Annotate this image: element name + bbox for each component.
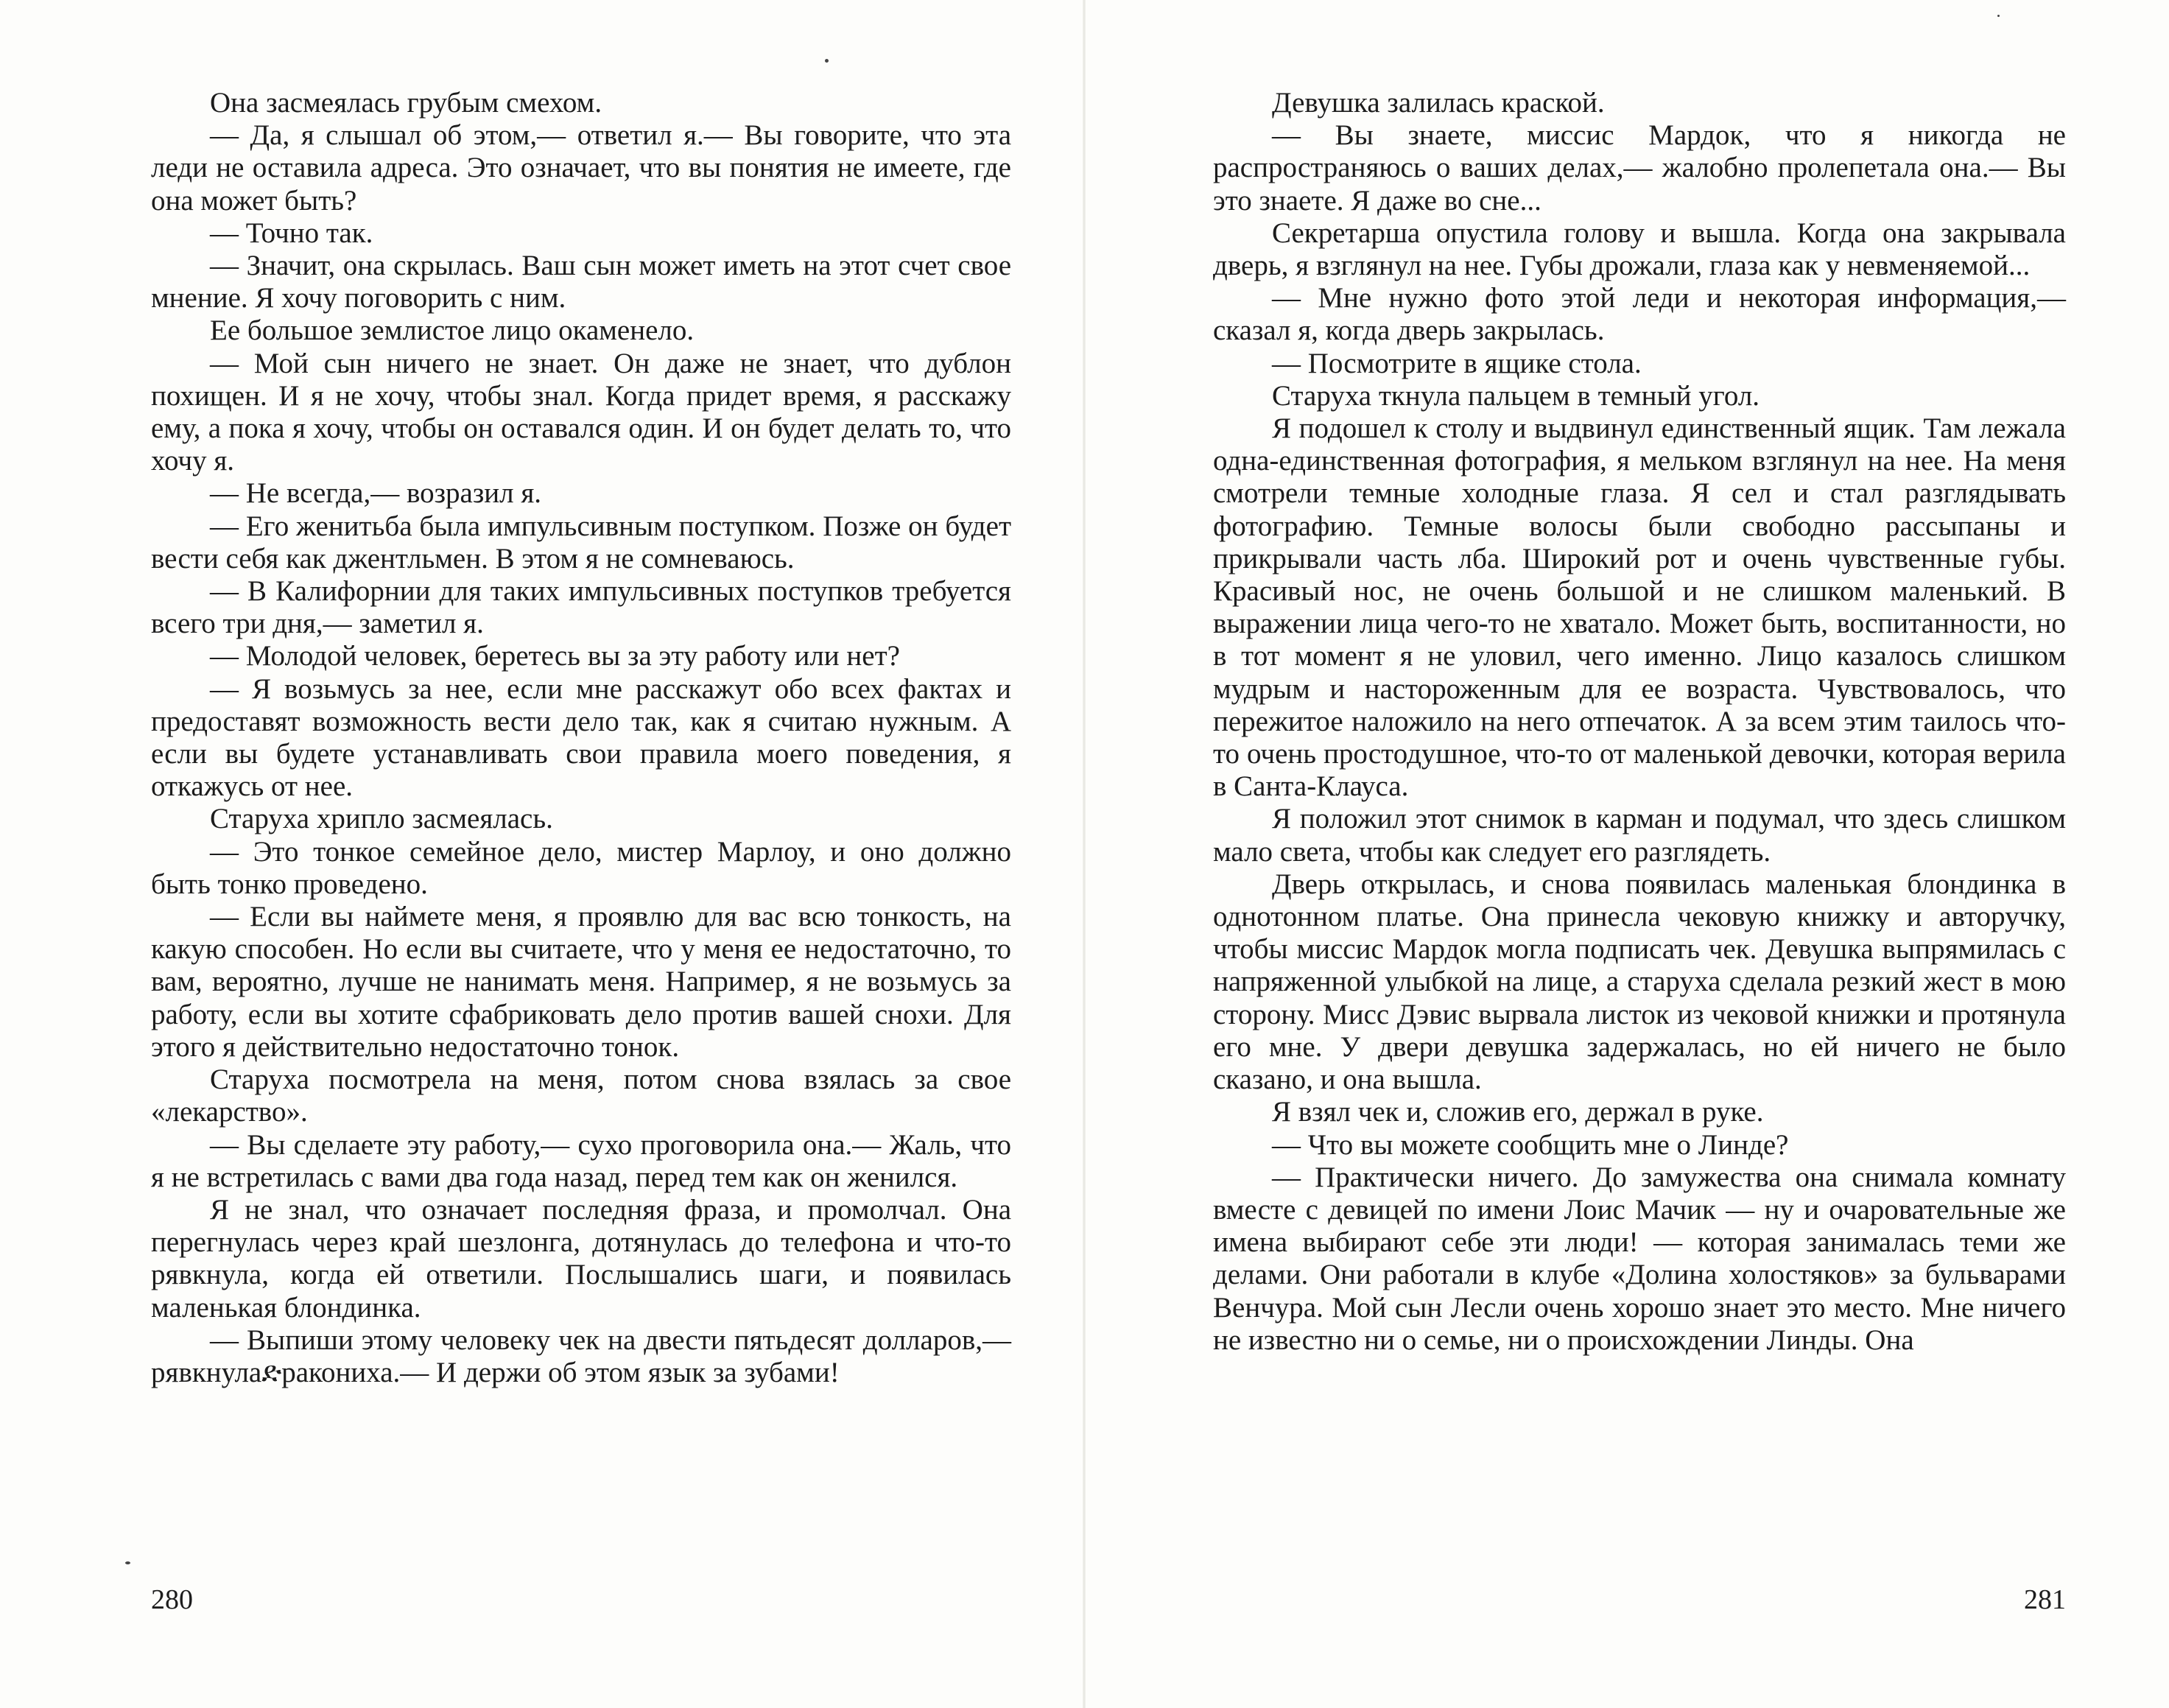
paragraph: Старуха хрипло засмеялась.	[210, 803, 553, 835]
paragraph: — Его женитьба была импульсивным поступком. Позже он будет вести себя как джентльмен. В этом я не сомневаюсь.	[151, 510, 1011, 574]
paragraph: Дверь открылась, и снова появилась маленькая блондинка в однотонном платье. Она принесла чековую книжку и авторучку, чтобы миссис Мардок могла подписать чек. Девушка выпрямилась с напряженной улыбкой на лице, а старуха сделала резкий жест в мою сторону. Мисс Дэвис вырвала листок из чековой книжки и протянула его мне. У двери девушка задержалась, но ей ничего не было сказано, и она вышла.	[1213, 868, 2066, 1096]
paragraph: Ее большое землистое лицо окаменело.	[210, 314, 695, 347]
left-page	[0, 0, 1084, 1708]
paragraph: — Практически ничего. До замужества она снимала комнату вместе с девицей по имени Лоис Мачик — ну и очаровательные же имена выбирают себе эти люди! — которая занималась теми же делами. Они работали в клубе «Долина холостяков» за бульварами Венчура. Мой сын Лесли очень хорошо знает это место. Мне ничего не известно ни о семье, ни о происхождении Линды. Она	[1213, 1161, 2066, 1356]
paragraph: Я положил этот снимок в карман и подумал, что здесь слишком мало света, чтобы как следует его разглядеть.	[1213, 803, 2066, 868]
paragraph: Старуха посмотрела на меня, потом снова взялась за свое «лекарство».	[151, 1064, 1011, 1128]
paragraph: — Да, я слышал об этом,— ответил я.— Вы говорите, что эта леди не оставила адреса. Это означает, что вы понятия не имеете, где она может быть?	[151, 119, 1011, 217]
print-speck	[1997, 15, 2000, 17]
paragraph: — Не всегда,— возразил я.	[210, 477, 542, 510]
paragraph: — Посмотрите в ящике стола.	[1272, 347, 1642, 379]
page-number: 280	[151, 1584, 193, 1615]
paragraph: — Что вы можете сообщить мне о Линде?	[1272, 1128, 1789, 1161]
paragraph: — Значит, она скрылась. Ваш сын может иметь на этот счет свое мнение. Я хочу поговорить с ним.	[151, 250, 1011, 314]
paragraph: — Я возьмусь за нее, если мне расскажут обо всех фактах и предоставят возможность вести дело так, как я считаю нужным. А если вы будете устанавливать свои правила моего поведения, я откажусь от нее.	[151, 672, 1011, 803]
paragraph: — Вы сделаете эту работу,— сухо проговорила она.— Жаль, что я не встретилась с вами два года назад, перед тем как он женился.	[151, 1128, 1011, 1193]
paragraph: — Это тонкое семейное дело, мистер Марлоу, и оно должно быть тонко проведено.	[151, 835, 1011, 900]
paragraph: Я взял чек и, сложив его, держал в руке.	[1272, 1096, 1764, 1128]
paragraph: Я подошел к столу и выдвинул единственный ящик. Там лежала одна-единственная фотография, я мельком взглянул на нее. На меня смотрели темные холодные глаза. Я сел и стал разглядывать фотографию. Темные волосы были свободно рассыпаны и прикрывали часть лба. Широкий рот и очень чувственные губы. Красивый нос, не очень большой и не слишком маленький. В выражении лица чего-то не хватало. Может быть, воспитанности, но в тот момент я не уловил, чего именно. Лицо казалось слишком мудрым и настороженным для ее возраста. Чувствовалось, что пережитое наложило на него отпечаток. А за всем этим таилось что-то очень простодушное, что-то от маленькой девочки, которая верила в Санта-Клауса.	[1213, 412, 2066, 803]
paragraph: — Выпиши этому человеку чек на двести пятьдесят долларов,— рявкнулаድракониха.— И держи об этом язык за зубами!	[151, 1324, 1011, 1388]
right-page	[1084, 0, 2169, 1708]
paragraph: — Мне нужно фото этой леди и некоторая информация,— сказал я, когда дверь закрылась.	[1213, 282, 2066, 347]
right-page-text	[1213, 87, 2066, 1357]
paragraph: — Мой сын ничего не знает. Он даже не знает, что дублон похищен. И я не хочу, чтобы знал. Когда придет время, я расскажу ему, а пока я хочу, чтобы он оставался один. И он будет делать то, что хочу я.	[151, 347, 1011, 477]
paragraph: Секретарша опустила голову и вышла. Когда она закрывала дверь, я взглянул на нее. Губы дрожали, глаза как у невменяемой...	[1213, 217, 2066, 282]
print-speck	[125, 1561, 130, 1564]
paragraph: — Если вы наймете меня, я проявлю для вас всю тонкость, на какую способен. Но если вы считаете, что у меня ее недостаточно, то вам, вероятно, лучше не нанимать меня. Например, я не возьмусь за работу, если вы хотите сфабриковать дело против вашей снохи. Для этого я действительно недостаточно тонок.	[151, 901, 1011, 1063]
print-speck	[825, 59, 829, 63]
left-page-text	[151, 87, 1011, 1389]
paragraph: Старуха ткнула пальцем в темный угол.	[1272, 379, 1760, 412]
paragraph: — Молодой человек, беретесь вы за эту работу или нет?	[210, 640, 900, 672]
paragraph: Она засмеялась грубым смехом.	[210, 87, 602, 119]
paragraph: — В Калифорнии для таких импульсивных поступков требуется всего три дня,— заметил я.	[151, 575, 1011, 640]
page-number: 281	[2024, 1584, 2066, 1615]
paragraph: — Точно так.	[210, 217, 373, 249]
paragraph: Девушка залилась краской.	[1272, 87, 1605, 119]
paragraph: — Вы знаете, миссис Мардок, что я никогда не распространяюсь о ваших делах,— жалобно пролепетала она.— Вы это знаете. Я даже во сне...	[1213, 119, 2066, 217]
paragraph: Я не знал, что означает последняя фраза, и промолчал. Она перегнулась через край шезлонга, дотянулась до телефона и что-то рявкнула, когда ей ответили. Послышались шаги, и появилась маленькая блондинка.	[151, 1193, 1011, 1324]
